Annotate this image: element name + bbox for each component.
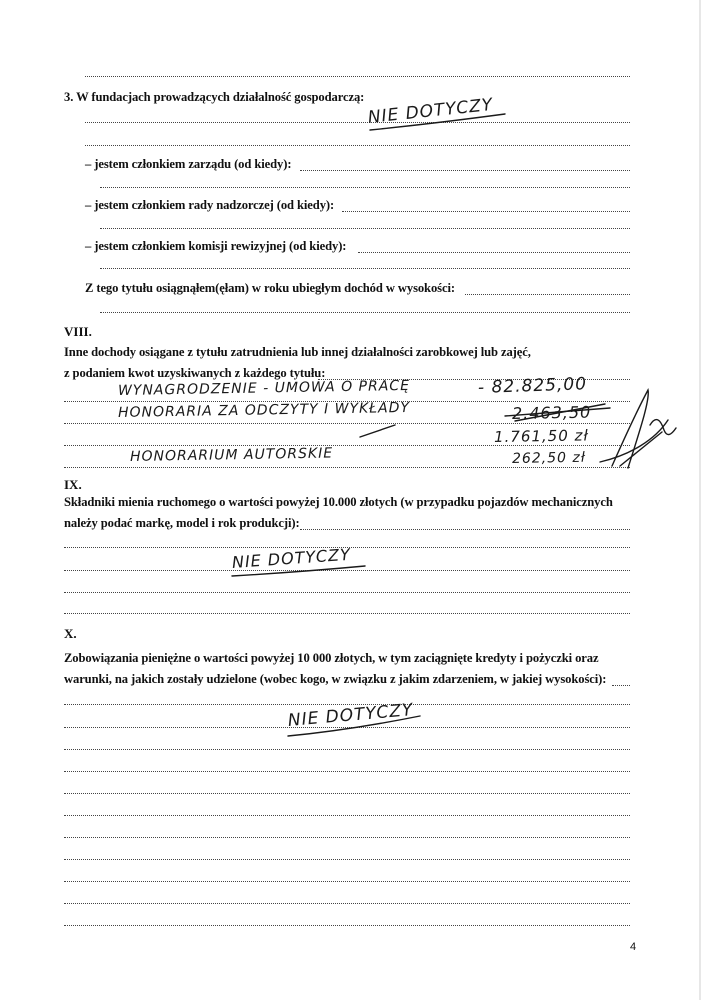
- strike-through-mark: [515, 404, 605, 421]
- section-viii-heading: VIII.: [64, 324, 92, 339]
- strike-through-mark: [505, 408, 610, 416]
- handwritten-income-source: HONORARIUM AUTORSKIE: [129, 445, 334, 465]
- section-x-line2: warunki, na jakich zostały udzielone (wobec kogo, w związku z jakim zdarzeniem, w jakiej wysokości):: [64, 672, 607, 686]
- handwritten-income-amount: 2.463,50: [511, 402, 592, 423]
- handwritten-income-amount: - 82.825,00: [477, 374, 588, 398]
- handwritten-income-amount: 262,50 zł: [511, 449, 586, 467]
- handwritten-underline: [370, 114, 505, 130]
- handwritten-not-applicable: NIE DOTYCZY: [366, 94, 495, 128]
- fundations-item-label: 3. W fundacjach prowadzących działalność gospodarczą:: [64, 90, 365, 104]
- handwritten-not-applicable: NIE DOTYCZY: [231, 544, 352, 572]
- handwritten-underline: [360, 425, 395, 437]
- section-ix-line1: Składniki mienia ruchomego o wartości powyżej 10.000 złotych (w przypadku pojazdów mechanicznych: [64, 495, 613, 509]
- board-member-label: – jestem członkiem zarządu (od kiedy):: [85, 157, 292, 171]
- handwritten-income-source: HONORARIA ZA ODCZYTY I WYKŁADY: [117, 399, 411, 421]
- audit-committee-label: – jestem członkiem komisji rewizyjnej (od kiedy):: [85, 239, 347, 253]
- margin-signature-mark: [600, 420, 668, 462]
- section-viii-line1: Inne dochody osiągane z tytułu zatrudnienia lub innej działalności zarobkowej lub zajęć,: [64, 345, 531, 359]
- page-number: 4: [630, 941, 637, 953]
- handwritten-income-source: WYNAGRODZENIE - UMOWA O PRACĘ: [117, 377, 411, 399]
- supervisory-board-label: – jestem członkiem rady nadzorczej (od kiedy):: [85, 198, 335, 212]
- income-label: Z tego tytułu osiągnąłem(ęłam) w roku ubiegłym dochód w wysokości:: [85, 281, 455, 295]
- section-ix-line2: należy podać markę, model i rok produkcji):: [64, 516, 300, 530]
- section-x-heading: X.: [64, 626, 77, 641]
- section-viii-line2: z podaniem kwot uzyskiwanych z każdego tytułu:: [64, 366, 326, 380]
- handwritten-underline: [232, 566, 365, 576]
- handwritten-income-amount: 1.761,50 zł: [493, 426, 589, 446]
- margin-signature-mark: [620, 432, 662, 466]
- section-ix-heading: IX.: [64, 477, 82, 492]
- handwritten-underline: [288, 716, 420, 736]
- margin-signature-mark: [650, 420, 676, 435]
- section-x-line1: Zobowiązania pieniężne o wartości powyżej 10 000 złotych, w tym zaciągnięte kredyty i pożyczki oraz: [64, 651, 599, 665]
- handwritten-not-applicable: NIE DOTYCZY: [287, 700, 415, 731]
